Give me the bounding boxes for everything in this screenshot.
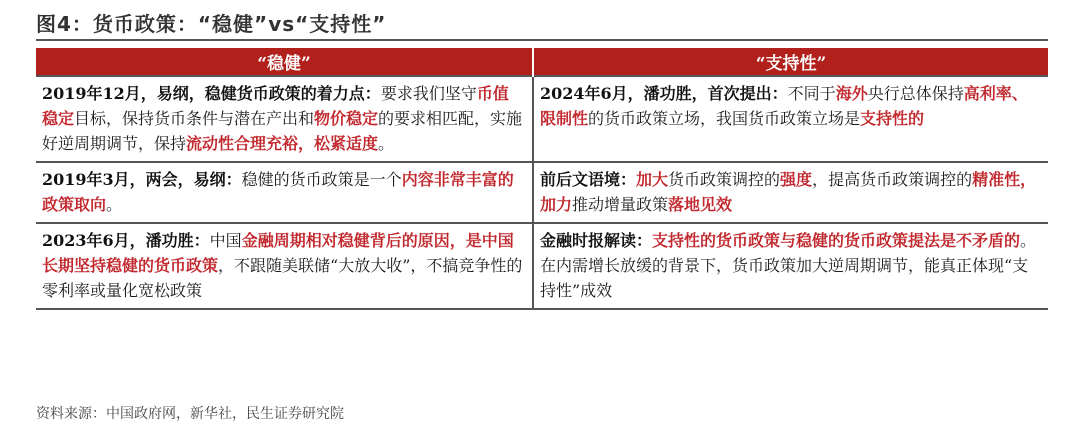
body-text: 货币政策调控的 [668,170,781,189]
body-text: 的货币政策立场，我国货币政策立场是 [588,109,861,128]
table-row [36,76,1048,162]
cell-supportive-2024-jun [533,76,1048,162]
header-stable: “稳健” [36,48,533,76]
entry-heading: 2023年6月，潘功胜： [42,231,210,250]
cell-supportive-context [533,162,1048,223]
body-text: 央行总体保持 [867,84,964,103]
header-supportive: “支持性” [533,48,1048,76]
body-text: ，不跟随美联储“大放大收”，不搞竞争性的零利率或量化宽松政策 [42,256,523,300]
cell-supportive-financial-times [533,223,1048,309]
body-text: 要求我们坚守 [380,84,477,103]
entry-heading: 2019年3月，两会，易纲： [42,170,242,189]
highlighted-text: 落地见效 [668,195,733,214]
comparison-table [36,48,1048,310]
cell-stable-2019-dec [36,76,533,162]
entry-heading: 前后文语境： [540,170,637,189]
highlighted-text: 物价稳定 [314,109,379,128]
highlighted-text: 海外 [835,84,868,103]
figure-title: 图4：货币政策：“稳健”vs“支持性” [36,12,387,36]
highlighted-text: 流动性合理充裕，松紧适度 [186,134,379,153]
source-note: 资料来源：中国政府网，新华社，民生证券研究院 [36,406,344,422]
title-divider [36,39,1048,41]
entry-heading: 2019年12月，易纲，稳健货币政策的着力点： [42,84,381,103]
body-text: 目标，保持货币条件与潜在产出和 [74,109,315,128]
highlighted-text: 支持性的 [860,109,925,128]
table-row [36,162,1048,223]
cell-stable-2023-jun [36,223,533,309]
highlighted-text: 加大 [636,170,669,189]
highlighted-text: 金融周期相对稳健背后的原因，是中国长期坚持稳健的货币政策 [42,231,514,275]
body-text: 。 [106,195,123,214]
table-header-row [36,48,1048,76]
body-text: 推动增量政策 [572,195,669,214]
highlighted-text: 币值稳定 [42,84,509,128]
highlighted-text: 精准性，加力 [540,170,1037,214]
highlighted-text: 高利率、限制性 [540,84,1028,128]
body-text: 。在内需增长放缓的背景下，货币政策加大逆周期调节，能真正体现“支持性”成效 [540,231,1037,300]
entry-heading: 金融时报解读： [540,231,653,250]
cell-stable-2019-mar [36,162,533,223]
body-text: 稳健的货币政策是一个 [241,170,402,189]
highlighted-text: 强度 [780,170,813,189]
highlighted-text: 内容非常丰富的政策取向 [42,170,514,214]
body-text: 不同于 [787,84,836,103]
entry-heading: 2024年6月，潘功胜，首次提出： [540,84,788,103]
highlighted-text: 支持性的货币政策与稳健的货币政策提法是不矛盾的 [652,231,1021,250]
body-text: 中国 [209,231,242,250]
body-text: ，提高货币政策调控的 [812,170,973,189]
table-row [36,223,1048,309]
body-text: 的要求相匹配，实施好逆周期调节，保持 [42,109,523,153]
body-text: 。 [378,134,395,153]
